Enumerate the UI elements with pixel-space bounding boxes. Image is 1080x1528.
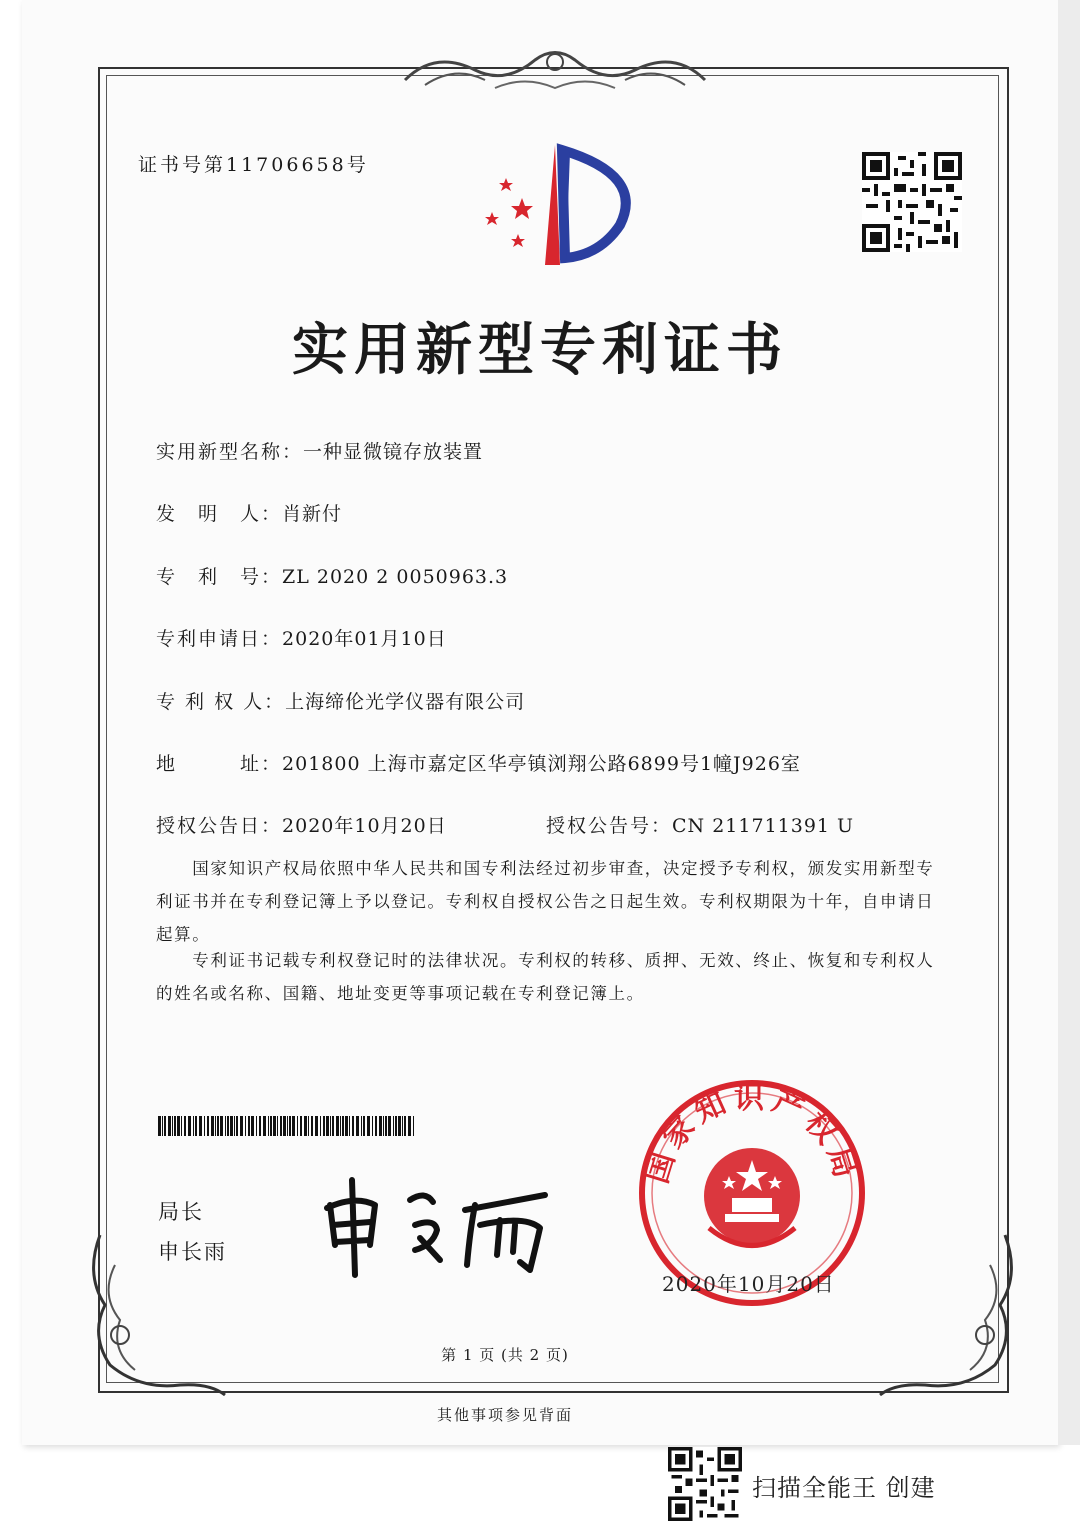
barcode-bar [234,1116,235,1136]
barcode-bar [292,1116,295,1136]
page-number: 第 1 页 (共 2 页) [441,1346,569,1364]
legal-paragraph-1: 国家知识产权局依照中华人民共和国专利法经过初步审查，决定授予专利权，颁发实用新型专利证书并在专利登记簿上予以登记。专利权自授权公告之日起生效。专利权期限为十年，自申请日起算。 [156,859,935,944]
barcode-bar [162,1116,163,1136]
field-label: 发 明 人： [156,503,283,525]
barcode-bar [402,1116,403,1136]
barcode-bar [248,1116,250,1136]
cnipa-emblem-icon [470,140,640,270]
barcode-bar [283,1116,286,1136]
director-title: 局长 [158,1200,204,1224]
barcode-bar [268,1116,269,1136]
barcode-bar [340,1116,341,1136]
field-address [156,749,801,776]
barcode-bar [164,1116,166,1136]
barcode-bar [174,1116,176,1136]
barcode-bar [289,1116,291,1136]
field-inventor [156,499,342,526]
legal-paragraph-2: 专利证书记载专利权登记时的法律状况。专利权的转移、质押、无效、终止、恢复和专利权人的姓名或名称、国籍、地址变更等事项记载在专利登记簿上。 [156,951,935,1003]
barcode-bar [342,1116,344,1136]
scanner-qr-code [668,1447,742,1521]
field-value: 上海缔伦光学仪器有限公司 [285,691,526,713]
barcode-bar [215,1116,216,1136]
barcode-bar [195,1116,197,1136]
barcode-bar [393,1116,394,1136]
field-announcement-number [546,811,854,838]
barcode-bar [297,1116,298,1136]
barcode-bar [304,1116,307,1136]
barcode-bar [177,1116,180,1136]
sheet-edge [1058,0,1080,1445]
field-label: 专 利 号： [156,566,283,588]
bottom-note: 其他事项参见背面 [436,1406,573,1424]
field-label: 专 利 权 人： [156,691,286,713]
field-value: 肖新付 [282,503,343,525]
field-value: ZL 2020 2 0050963.3 [282,566,509,588]
barcode-bar [277,1116,278,1136]
barcode-bar [240,1116,243,1136]
barcode-bar [363,1116,365,1136]
field-label: 授权公告号： [546,815,673,837]
barcode-bar [332,1116,334,1136]
director-name: 申长雨 [158,1240,227,1264]
barcode-bar [379,1116,382,1136]
certificate-qr-code [862,152,962,252]
field-value: CN 211711391 U [672,815,855,837]
barcode-bar [352,1116,354,1136]
barcode-bar [311,1116,313,1136]
barcode-bar [345,1116,348,1136]
barcode-bar [270,1116,272,1136]
scanner-watermark-text: 扫描全能王 创建 [752,1474,936,1502]
certificate-number: 证书号第11706658号 [138,154,369,176]
barcode-bar [172,1116,173,1136]
top-ornament [395,40,715,100]
barcode-bar [280,1116,282,1136]
field-patentee [156,687,525,714]
field-label: 实用新型名称： [156,441,304,463]
barcode-bar [375,1116,377,1136]
barcode-bar [404,1116,406,1136]
barcode-bar [372,1116,373,1136]
barcode-bar [398,1116,401,1136]
barcode-bar [220,1116,223,1136]
barcode-bar [385,1116,387,1136]
barcode-bar [356,1116,359,1136]
field-value: 2020年10月20日 [282,815,447,837]
barcode-bar [336,1116,339,1136]
bottom-right-corner-ornament [875,1225,1025,1400]
barcode-bar [245,1116,246,1136]
barcode-bar [349,1116,350,1136]
barcode-bar [251,1116,254,1136]
field-label: 授权公告日： [156,815,283,837]
barcode-bar [259,1116,261,1136]
barcode-bar [315,1116,318,1136]
field-value: 2020年01月10日 [282,628,447,650]
seal-text: 国家知识产权局 [639,1081,865,1188]
barcode-bar [207,1116,209,1136]
barcode-bar [367,1116,370,1136]
barcode-bar [300,1116,302,1136]
barcode-bar [181,1116,182,1136]
field-application-date [156,624,447,651]
field-label: 专利申请日： [156,628,283,650]
barcode-bar [236,1116,238,1136]
barcode-bar [230,1116,233,1136]
barcode-bar [308,1116,309,1136]
barcode-bar [413,1116,414,1136]
barcode-bar [256,1116,257,1136]
barcode-bar [193,1116,194,1136]
barcode-bar [330,1116,331,1136]
barcode-bar [273,1116,276,1136]
barcode-bar [383,1116,384,1136]
field-grant-date [156,811,447,838]
field-value: 201800 上海市嘉定区华亭镇浏翔公路6899号1幢J926室 [282,753,801,775]
barcode-bar [263,1116,266,1136]
field-patent-number [156,562,508,589]
barcode-bar [395,1116,397,1136]
barcode-bar [204,1116,205,1136]
barcode-bar [326,1116,329,1136]
barcode-bar [168,1116,171,1136]
barcode-bar [184,1116,186,1136]
barcode-bar [158,1116,161,1136]
field-utility-model-name [156,437,483,464]
barcode-bar [211,1116,214,1136]
barcode-bar [320,1116,321,1136]
barcode-bar [227,1116,229,1136]
barcode-bar [188,1116,191,1136]
barcode-bar [361,1116,362,1136]
barcode-bar [323,1116,325,1136]
field-value: 一种显微镜存放装置 [303,441,484,463]
barcode-bar [225,1116,226,1136]
seal-date: 2020年10月20日 [662,1272,835,1296]
barcode-bar [388,1116,391,1136]
certificate-title: 实用新型专利证书 [292,317,788,383]
barcode-bar [217,1116,219,1136]
barcode-bar [199,1116,202,1136]
certificate-barcode [158,1116,416,1136]
barcode-bar [287,1116,288,1136]
field-label: 地 址： [156,753,283,775]
director-signature [315,1170,560,1280]
barcode-bar [408,1116,411,1136]
